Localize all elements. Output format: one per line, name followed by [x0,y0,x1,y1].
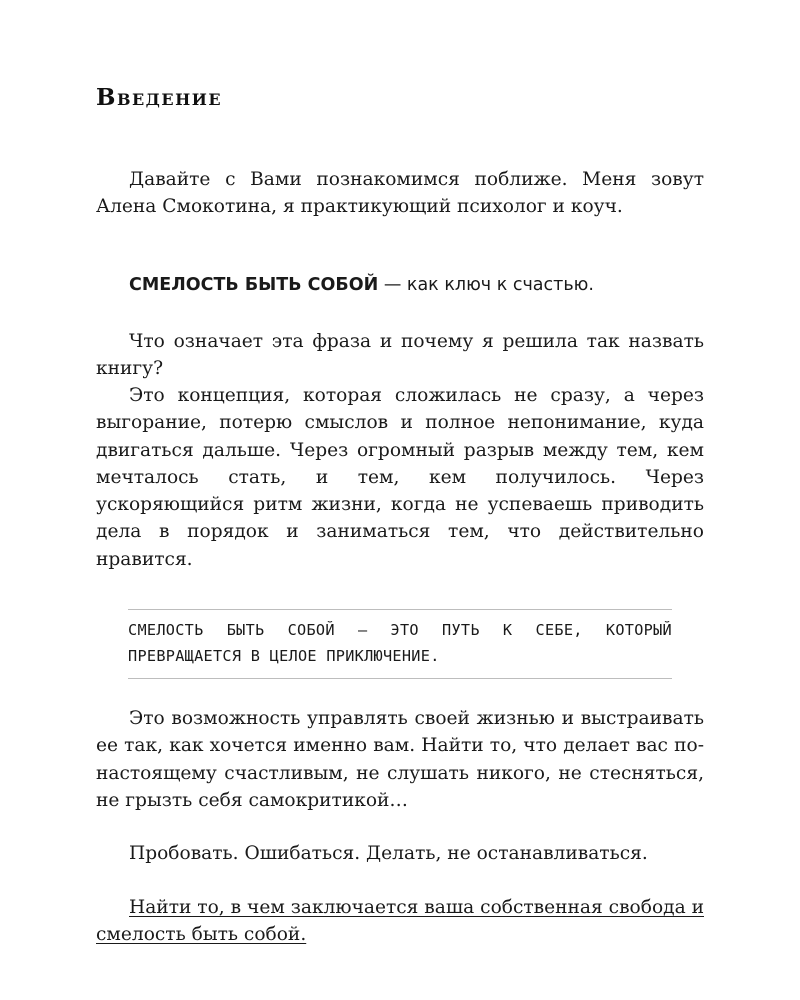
intro-paragraph: Давайте с Вами познакомимся поближе. Меня зовут Алена Смокотина, я практикующий психолог и коуч. [96,169,704,218]
concept-paragraph: Это концепция, которая сложилась не сразу, а через выгорание, потерю смыслов и полное непонимание, куда двигаться дальше. Через огромный разрыв между тем, кем мечталось стать, и тем, кем получилось. Через ускоряющийся ритм жизни, когда не успеваешь приводить дела в порядок и заниматься тем, что действительно нравится. [96,385,704,570]
opportunity-paragraph: Это возможность управлять своей жизнью и выстраивать ее так, как хочется именно вам. Найти то, что делает вас по-настоящему счастливым, не слушать никого, не стесняться, не грызть себя самокритикой… [96,708,704,811]
motto-bold: СМЕЛОСТЬ БЫТЬ СОБОЙ [129,275,379,295]
chapter-heading: Введение [96,84,223,111]
question-paragraph: Что означает эта фраза и почему я решила так назвать книгу? [96,331,704,380]
pull-quote-text: СМЕЛОСТЬ БЫТЬ СОБОЙ — ЭТО ПУТЬ К СЕБЕ, КОТОРЫЙ ПРЕВРАЩАЕТСЯ В ЦЕЛОЕ ПРИКЛЮЧЕНИЕ. [128,621,672,665]
closing-underlined-text: Найти то, в чем заключается ваша собственная свобода и смелость быть собой. [96,897,704,946]
motto-line [96,272,704,299]
closing-paragraph [96,894,704,949]
actions-paragraph: Пробовать. Ошибаться. Делать, не останавливаться. [129,843,648,864]
pull-quote [128,609,672,679]
motto-rest: — как ключ к счастью. [378,275,594,295]
